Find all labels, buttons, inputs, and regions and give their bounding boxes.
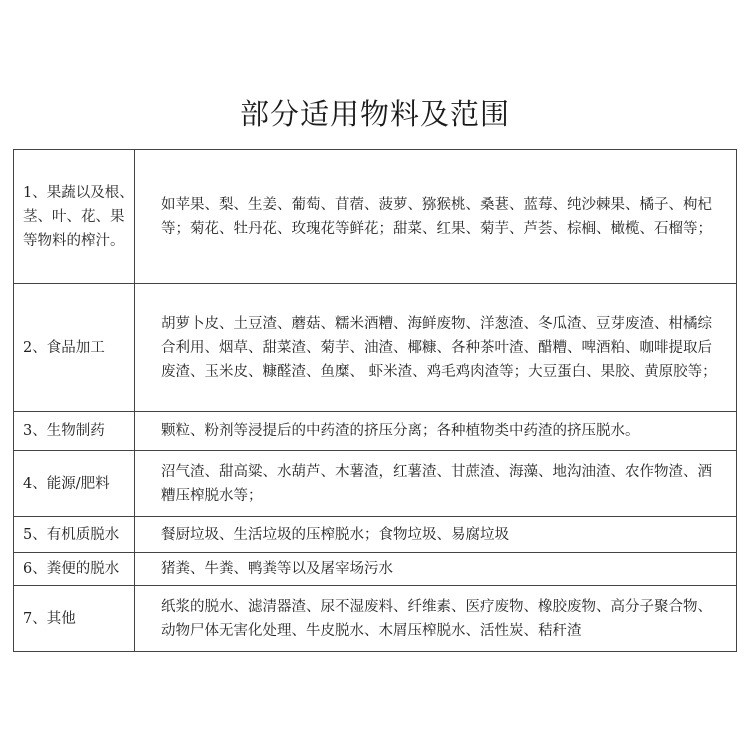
table-row	[14, 553, 737, 586]
category-cell: 7、其他	[14, 586, 135, 652]
table-row	[14, 150, 737, 284]
description-cell: 猪粪、牛粪、鸭粪等以及屠宰场污水	[135, 553, 737, 586]
description-cell: 颗粒、粉剂等浸提后的中药渣的挤压分离；各种植物类中药渣的挤压脱水。	[135, 412, 737, 451]
materials-table	[13, 149, 737, 652]
description-cell: 胡萝卜皮、土豆渣、蘑菇、糯米酒糟、海鲜废物、洋葱渣、冬瓜渣、豆芽废渣、柑橘综合利用、烟草、甜菜渣、菊芋、油渣、椰糠、各种茶叶渣、醋糟、啤酒粕、咖啡提取后废渣、玉米皮、糠醛渣、鱼糜、 虾米渣、鸡毛鸡肉渣等；大豆蛋白、果胶、黄原胶等；	[135, 284, 737, 412]
table-row	[14, 451, 737, 517]
table-row	[14, 517, 737, 553]
description-cell: 如苹果、梨、生姜、葡萄、苜蓿、菠萝、猕猴桃、桑葚、蓝莓、纯沙棘果、橘子、枸杞等；菊花、牡丹花、玫瑰花等鲜花；甜菜、红果、菊芋、芦荟、棕榈、橄榄、石榴等；	[135, 150, 737, 284]
description-cell: 纸浆的脱水、滤清器渣、尿不湿废料、纤维素、医疗废物、橡胶废物、高分子聚合物、动物尸体无害化处理、牛皮脱水、木屑压榨脱水、活性炭、秸秆渣	[135, 586, 737, 652]
category-cell: 4、能源/肥料	[14, 451, 135, 517]
table-row	[14, 284, 737, 412]
category-cell: 3、生物制药	[14, 412, 135, 451]
table-row	[14, 412, 737, 451]
description-cell: 沼气渣、甜高粱、水葫芦、木薯渣，红薯渣、甘蔗渣、海藻、地沟油渣、农作物渣、酒糟压榨脱水等；	[135, 451, 737, 517]
page-title: 部分适用物料及范围	[239, 97, 510, 131]
category-cell: 6、粪便的脱水	[14, 553, 135, 586]
category-cell: 1、果蔬以及根、茎、叶、花、果等物料的榨汁。	[14, 150, 135, 284]
description-cell: 餐厨垃圾、生活垃圾的压榨脱水；食物垃圾、易腐垃圾	[135, 517, 737, 553]
category-cell: 5、有机质脱水	[14, 517, 135, 553]
table-row	[14, 586, 737, 652]
category-cell: 2、食品加工	[14, 284, 135, 412]
